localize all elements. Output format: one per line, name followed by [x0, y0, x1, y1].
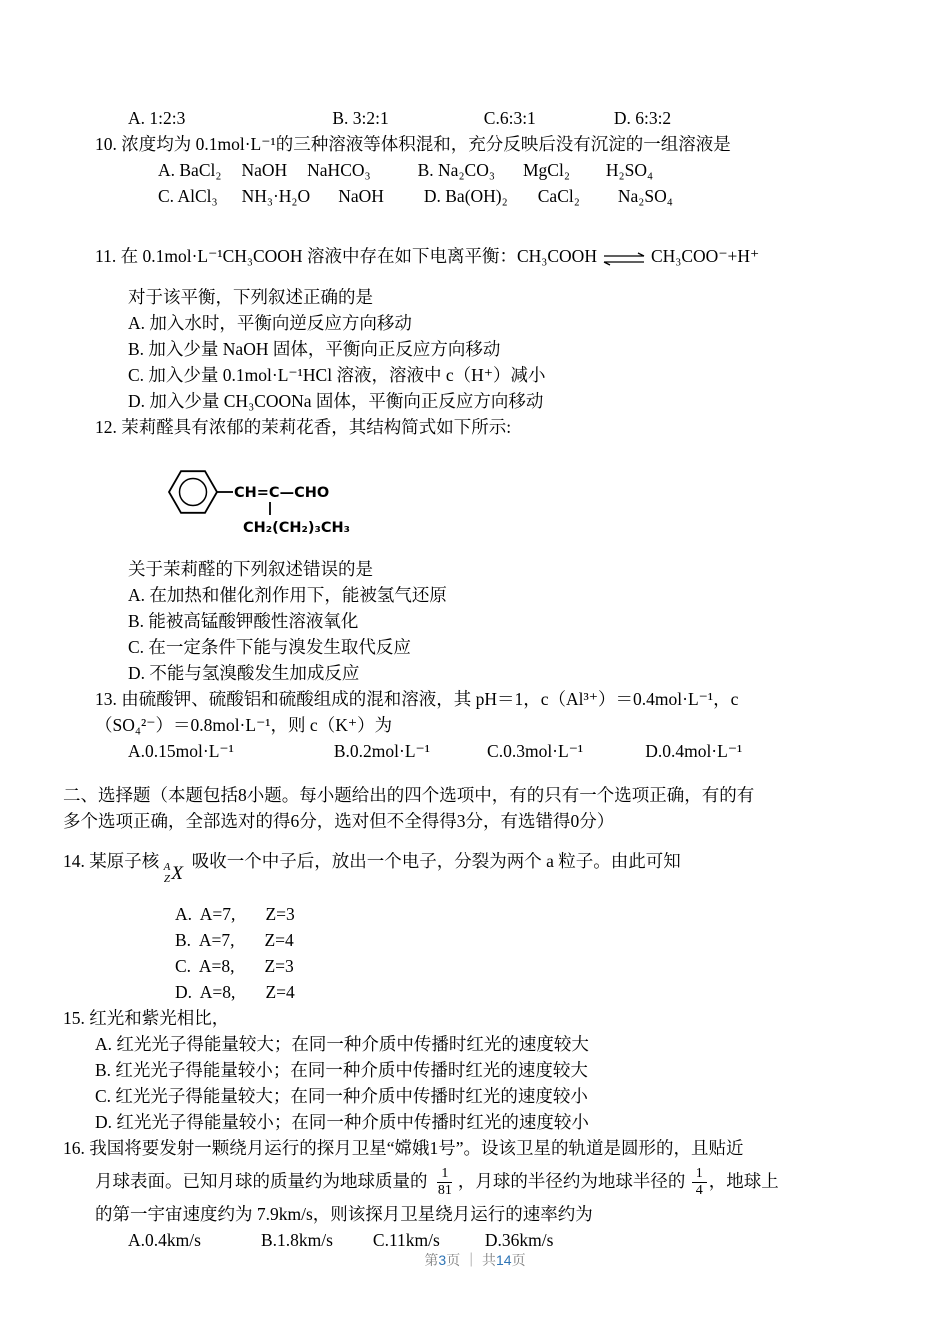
footer-text	[424, 1252, 525, 1268]
text-run: MgCl₂	[522, 160, 570, 180]
text-run: （SO₄²⁻）＝0.8mol·L⁻¹，则 c（K⁺）为	[95, 715, 393, 735]
footer-separator: ｜	[460, 1252, 482, 1268]
text-run: A. A=7,	[175, 903, 236, 924]
text-run: ，地球上	[708, 1170, 779, 1191]
fraction	[434, 1166, 456, 1199]
footer-page-number: 3	[438, 1252, 447, 1268]
fraction-numerator: 1	[437, 1166, 452, 1183]
chain-bottom-label: CH₂(CH₂)₃CH₃	[243, 520, 350, 536]
fraction-numerator: 1	[692, 1166, 707, 1183]
fraction-denominator: 81	[437, 1183, 452, 1199]
text-run: 多个选项正确，全部选对的得6分，选对但不全得得3分，有选错得0分）	[63, 811, 615, 831]
text-run: 11. 在 0.1mol·L⁻¹CH₃COOH 溶液中存在如下电离平衡：	[95, 246, 517, 266]
q12-prompt	[63, 556, 900, 582]
spacer	[371, 175, 418, 176]
spacer	[221, 175, 241, 176]
text-run: D. A=8,	[175, 981, 236, 1002]
spacer	[201, 1245, 261, 1246]
equilibrium-arrow-icon	[601, 244, 647, 270]
footer-label: 共	[482, 1252, 496, 1268]
spacer	[185, 123, 332, 124]
q11-option-b	[63, 336, 900, 362]
q12-option-a	[63, 582, 900, 608]
q13-stem-line1	[63, 686, 900, 712]
text-run: A.0.4km/s	[128, 1229, 201, 1250]
q14-option-c	[63, 953, 900, 979]
q16-options	[63, 1227, 900, 1253]
nuclide-mass-number: A	[163, 861, 171, 873]
q13-stem-line2	[63, 712, 900, 738]
q11-option-c	[63, 362, 900, 388]
q12-option-b	[63, 608, 900, 634]
text-run: A. BaCl₂	[158, 160, 222, 180]
benzene-ring-circle	[180, 479, 207, 506]
text-run: C.11km/s	[372, 1229, 440, 1250]
q15-option-d	[63, 1109, 900, 1135]
text-run: D. 红光光子得能量较小；在同一种介质中传播时红光的速度较小	[95, 1111, 589, 1132]
text-run: A. 在加热和催化剂作用下，能被氢气还原	[128, 585, 447, 605]
nuclide-mass-charge-stack	[164, 862, 171, 885]
text-run: 12. 茉莉醛具有浓郁的茉莉花香，其结构简式如下所示:	[95, 417, 512, 437]
nuclide-notation	[164, 861, 183, 887]
text-run: CH₃COO⁻+H⁺	[650, 246, 760, 266]
benzene-ring-hexagon	[169, 471, 217, 513]
q15-option-a	[63, 1031, 900, 1057]
text-run: CaCl₂	[537, 186, 580, 206]
q16-stem-line1	[63, 1135, 900, 1161]
fraction-denominator: 4	[695, 1183, 703, 1199]
chemical-structure-svg	[163, 452, 493, 550]
spacer	[234, 945, 264, 946]
spacer	[384, 201, 424, 202]
text-run: C. 加入少量 0.1mol·L⁻¹HCl 溶液，溶液中 c（H⁺）减小	[128, 365, 546, 385]
q16-stem-line2	[63, 1161, 900, 1201]
q15-option-b	[63, 1057, 900, 1083]
text-run: B. 加入少量 NaOH 固体，平衡向正反应方向移动	[128, 339, 501, 359]
q15-option-c	[63, 1083, 900, 1109]
q14-option-d	[63, 979, 900, 1005]
q16-stem-line3	[63, 1201, 900, 1227]
q11-option-d	[63, 388, 900, 414]
q15-stem	[63, 1005, 900, 1031]
q11-prompt	[63, 284, 900, 310]
text-run: B.0.2mol·L⁻¹	[333, 741, 431, 761]
spacer	[430, 756, 487, 757]
spacer	[583, 756, 645, 757]
spacer	[389, 123, 484, 124]
text-run: 14. 某原子核	[63, 851, 164, 871]
text-run: C.6:3:1	[483, 108, 536, 128]
text-run: C. AlCl₃	[158, 186, 218, 206]
text-run: A. 加入水时，平衡向逆反应方向移动	[128, 313, 412, 333]
text-run: Z=3	[264, 955, 294, 976]
text-run: 10. 浓度均为 0.1mol·L⁻¹的三种溶液等体积混和，充分反映后没有沉淀的一组溶液是	[95, 134, 731, 154]
text-run: C. 在一定条件下能与溴发生取代反应	[128, 637, 411, 657]
text-run: B. Na₂CO₃	[417, 160, 495, 180]
spacer	[234, 756, 334, 757]
text-run: D.0.4mol·L⁻¹	[645, 741, 743, 761]
spacer	[508, 201, 538, 202]
text-run: 的第一宇宙速度约为 7.9km/s，则该探月卫星绕月运行的速率约为	[95, 1203, 593, 1224]
text-run: B. A=7,	[175, 929, 235, 950]
text-run: B. 3:2:1	[332, 108, 389, 128]
text-run: 关于茉莉醛的下列叙述错误的是	[128, 559, 373, 579]
section2-header-line1	[63, 782, 900, 808]
page-footer	[0, 1250, 950, 1270]
q10-stem	[63, 131, 900, 157]
text-run: C. A=8,	[175, 955, 235, 976]
spacer	[218, 201, 242, 202]
q11-stem	[63, 243, 900, 270]
text-run: 吸收一个中子后，放出一个电子，分裂为两个 a 粒子。由此可知	[182, 851, 681, 871]
spacer	[235, 919, 265, 920]
text-run: ，月球的半径约为地球半径的	[457, 1170, 690, 1191]
q14-option-b	[63, 927, 900, 953]
q12-stem	[63, 414, 900, 440]
text-run: D. 6:3:2	[613, 108, 672, 128]
text-run: NaHCO₃	[307, 160, 371, 180]
q11-option-a	[63, 310, 900, 336]
spacer	[580, 201, 618, 202]
text-run: D. 加入少量 CH₃COONa 固体，平衡向正反应方向移动	[128, 391, 544, 411]
q14-option-a	[63, 901, 900, 927]
q12-option-d	[63, 660, 900, 686]
exam-content	[63, 105, 900, 1253]
spacer	[333, 1245, 373, 1246]
nuclide-atomic-number: Z	[163, 872, 171, 885]
text-run: B. 红光光子得能量较小；在同一种介质中传播时红光的速度较大	[95, 1059, 588, 1080]
text-run: CH₃COOH	[516, 246, 597, 266]
q10-options-ab	[63, 157, 900, 183]
text-run: 13. 由硫酸钾、硫酸铝和硫酸组成的混和溶液，其 pH＝1，c（Al³⁺）＝0.4mol·L⁻¹，c	[95, 689, 739, 709]
fraction	[692, 1166, 707, 1199]
nuclide-symbol: X	[171, 862, 183, 884]
text-run: H₂SO₄	[605, 160, 654, 180]
text-run: A.0.15mol·L⁻¹	[128, 741, 234, 761]
text-run: D.36km/s	[484, 1229, 554, 1250]
q10-options-cd	[63, 183, 900, 209]
footer-label: 页	[511, 1252, 526, 1268]
spacer	[310, 201, 338, 202]
text-run: D. 不能与氢溴酸发生加成反应	[128, 663, 360, 683]
text-run: B. 能被高锰酸钾酸性溶液氧化	[128, 611, 359, 631]
text-run: 16. 我国将要发射一颗绕月运行的探月卫星“嫦娥1号”。设该卫星的轨道是圆形的，且贴近	[63, 1137, 744, 1158]
q9-options	[63, 105, 900, 131]
text-run: A. 1:2:3	[128, 108, 186, 128]
text-run: Z=3	[265, 903, 295, 924]
q12-option-c	[63, 634, 900, 660]
footer-label: 第	[424, 1252, 439, 1268]
spacer	[536, 123, 614, 124]
text-run: Na₂SO₄	[617, 186, 673, 206]
text-run: 对于该平衡，下列叙述正确的是	[128, 287, 373, 307]
text-run: C. 红光光子得能量较大；在同一种介质中传播时红光的速度较小	[95, 1085, 588, 1106]
spacer	[440, 1245, 485, 1246]
spacer	[234, 971, 264, 972]
text-run: A. 红光光子得能量较大；在同一种介质中传播时红光的速度较大	[95, 1033, 589, 1054]
q14-stem	[63, 848, 900, 887]
footer-label: 页	[446, 1252, 461, 1268]
footer-total-pages: 14	[496, 1252, 512, 1268]
text-run: NH₃·H₂O	[241, 186, 311, 206]
spacer	[570, 175, 606, 176]
text-run: NaOH	[338, 186, 384, 206]
text-run: D. Ba(OH)₂	[423, 186, 508, 206]
text-run: C.0.3mol·L⁻¹	[487, 741, 584, 761]
chain-top-label: CH=C—CHO	[234, 485, 330, 501]
q13-options	[63, 738, 900, 764]
section2-header-line2	[63, 808, 900, 834]
spacer	[287, 175, 307, 176]
text-run: 月球表面。已知月球的质量约为地球质量的	[95, 1170, 432, 1191]
text-run: Z=4	[265, 981, 295, 1002]
jasmine-aldehyde-structure	[163, 452, 900, 550]
spacer	[235, 997, 265, 998]
text-run: NaOH	[241, 160, 288, 180]
text-run: Z=4	[264, 929, 294, 950]
text-run: 二、选择题（本题包括8小题。每小题给出的四个选项中，有的只有一个选项正确，有的有	[63, 785, 755, 805]
text-run: 15. 红光和紫光相比，	[63, 1007, 230, 1028]
text-run: B.1.8km/s	[260, 1229, 333, 1250]
spacer	[495, 175, 523, 176]
